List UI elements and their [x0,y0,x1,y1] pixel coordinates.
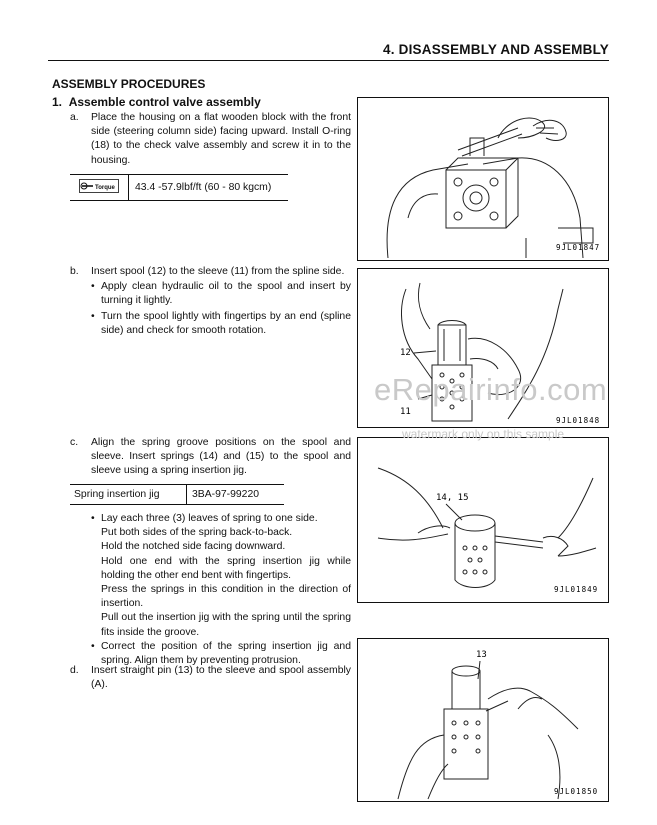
step-d-text: Insert straight pin (13) to the sleeve and spool assembly (A). [91,665,351,691]
figure-2-callout-12: 12 [400,348,411,358]
step-c-line: Press the springs in this condition in the direction of insertion. [101,584,351,610]
figure-2-callout-11: 11 [400,407,411,417]
step-number: 1. [52,95,63,109]
step-c-letter: c. [70,437,79,448]
figure-1-illustration [358,98,608,260]
step-title: Assemble control valve assembly [68,95,261,109]
step-c-bullet-2: • Correct the position of the spring insertion jig and spring. Align them by preventing protrusion. [91,640,351,668]
torque-icon-cell [70,175,129,201]
step-a-text: Place the housing on a flat wooden block with the front side (steering column side) facing upward. Install O-ring (18) to the check valve assembly and screw it in to the housing. [91,112,351,166]
watermark-main: eRepairinfo.com [374,372,608,407]
torque-icon-label: Torque [95,184,115,191]
step-c-line: Hold the notched side facing downward. [101,541,286,553]
figure-3-callout-14-15: 14, 15 [436,493,469,503]
figure-4-code: 9JL01850 [554,787,599,796]
figure-3-illustration [358,438,608,602]
step-b-letter: b. [70,266,79,277]
assembly-procedures-heading: ASSEMBLY PROCEDURES [52,77,206,91]
torque-value: 43.4 -57.9lbf/ft (60 - 80 kgcm) [135,182,272,193]
step-d-letter: d. [70,665,79,676]
jig-label: Spring insertion jig [70,485,187,505]
step-b-text: Insert spool (12) to the sleeve (11) from the spline side. [91,266,345,277]
figure-4 [357,638,609,802]
torque-spec-table [70,174,288,201]
figure-4-illustration [358,639,608,801]
figure-1 [357,97,609,261]
figure-3-code: 9JL01849 [554,585,599,594]
step-c-line: Pull out the insertion jig with the spring until the spring fits inside the groove. [101,612,351,638]
watermark-sub: watermark only on this sample [402,427,565,441]
step-b-bullet-1: • Apply clean hydraulic oil to the spool and insert by turning it lightly. [91,280,351,308]
step-c-line: Lay each three (3) leaves of spring to one side. [101,513,318,524]
jig-spec-table [70,484,284,505]
jig-part-number: 3BA-97-99220 [192,489,260,500]
step-heading [52,95,261,109]
figure-1-code: 9JL01847 [556,243,601,252]
section-header-title: 4. DISASSEMBLY AND ASSEMBLY [383,42,609,57]
step-b-block [91,265,351,338]
header-rule [48,60,609,61]
step-c-bullets [91,512,351,668]
figure-4-callout-13: 13 [476,650,487,660]
step-c-bullet-1 [91,512,351,526]
figure-3 [357,437,609,603]
step-c-text: Align the spring groove positions on the spool and sleeve. Insert springs (14) and (15) to the spool and sleeve using a spring insertion jig. [91,437,351,477]
step-b-bullet-2: • Turn the spool lightly with fingertips by an end (spline side) and check for smooth rotation. [91,310,351,338]
figure-2-code: 9JL01848 [556,416,601,425]
step-c-line: Hold one end with the spring insertion jig while holding the other end bent with fingertips. [101,555,351,581]
step-a-letter: a. [70,112,79,123]
torque-wrench-icon [79,179,119,193]
step-c-line: Put both sides of the spring back-to-back. [101,527,293,539]
